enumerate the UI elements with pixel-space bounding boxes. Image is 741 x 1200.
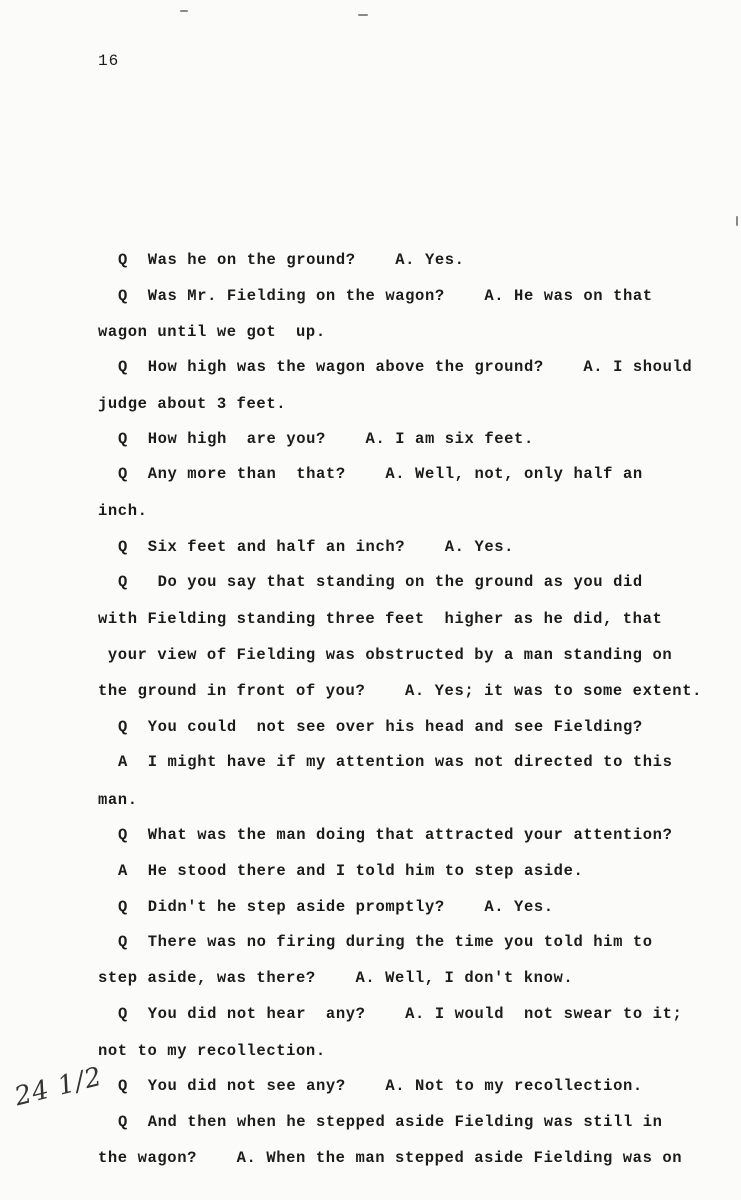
transcript-line: A He stood there and I told him to step aside. [118, 862, 584, 880]
transcript-line: Q Six feet and half an inch? A. Yes. [118, 538, 515, 556]
transcript-line: with Fielding standing three feet higher as he did, that [98, 610, 663, 628]
transcript-line: Q Was he on the ground? A. Yes. [118, 251, 465, 269]
transcript-line: Q You could not see over his head and see Fielding? [118, 718, 643, 736]
transcript-line: step aside, was there? A. Well, I don't know. [98, 969, 574, 987]
transcript-line: the wagon? A. When the man stepped aside Fielding was on [98, 1149, 683, 1167]
transcript-line: Q How high are you? A. I am six feet. [118, 430, 534, 448]
transcript-line: inch. [98, 502, 148, 520]
transcript-line: Q How high was the wagon above the ground? A. I should [118, 358, 693, 376]
transcript-line: the ground in front of you? A. Yes; it was to some extent. [98, 682, 702, 700]
transcript-line: Q What was the man doing that attracted your attention? [118, 826, 673, 844]
transcript-line: Q And then when he stepped aside Fielding was still in [118, 1113, 663, 1131]
transcript-line: not to my recollection. [98, 1042, 326, 1060]
transcript-line: Q There was no firing during the time you told him to [118, 933, 653, 951]
transcript-line: Q Was Mr. Fielding on the wagon? A. He was on that [118, 287, 653, 305]
handwritten-margin-note: 24 1/2 [11, 1061, 106, 1113]
transcript-line: man. [98, 791, 138, 809]
page-number: 16 [98, 52, 120, 70]
transcript-line: Q Any more than that? A. Well, not, only half an [118, 465, 643, 483]
transcript-line: your view of Fielding was obstructed by a man standing on [98, 646, 673, 664]
transcript-line: Q Didn't he step aside promptly? A. Yes. [118, 898, 554, 916]
transcript-line: Q You did not hear any? A. I would not swear to it; [118, 1005, 683, 1023]
transcript-line: Q Do you say that standing on the ground as you did [118, 573, 643, 591]
transcript-line: A I might have if my attention was not directed to this [118, 753, 673, 771]
transcript-line: Q You did not see any? A. Not to my recollection. [118, 1077, 643, 1095]
transcript-line: judge about 3 feet. [98, 395, 287, 413]
transcript-line: wagon until we got up. [98, 323, 326, 341]
